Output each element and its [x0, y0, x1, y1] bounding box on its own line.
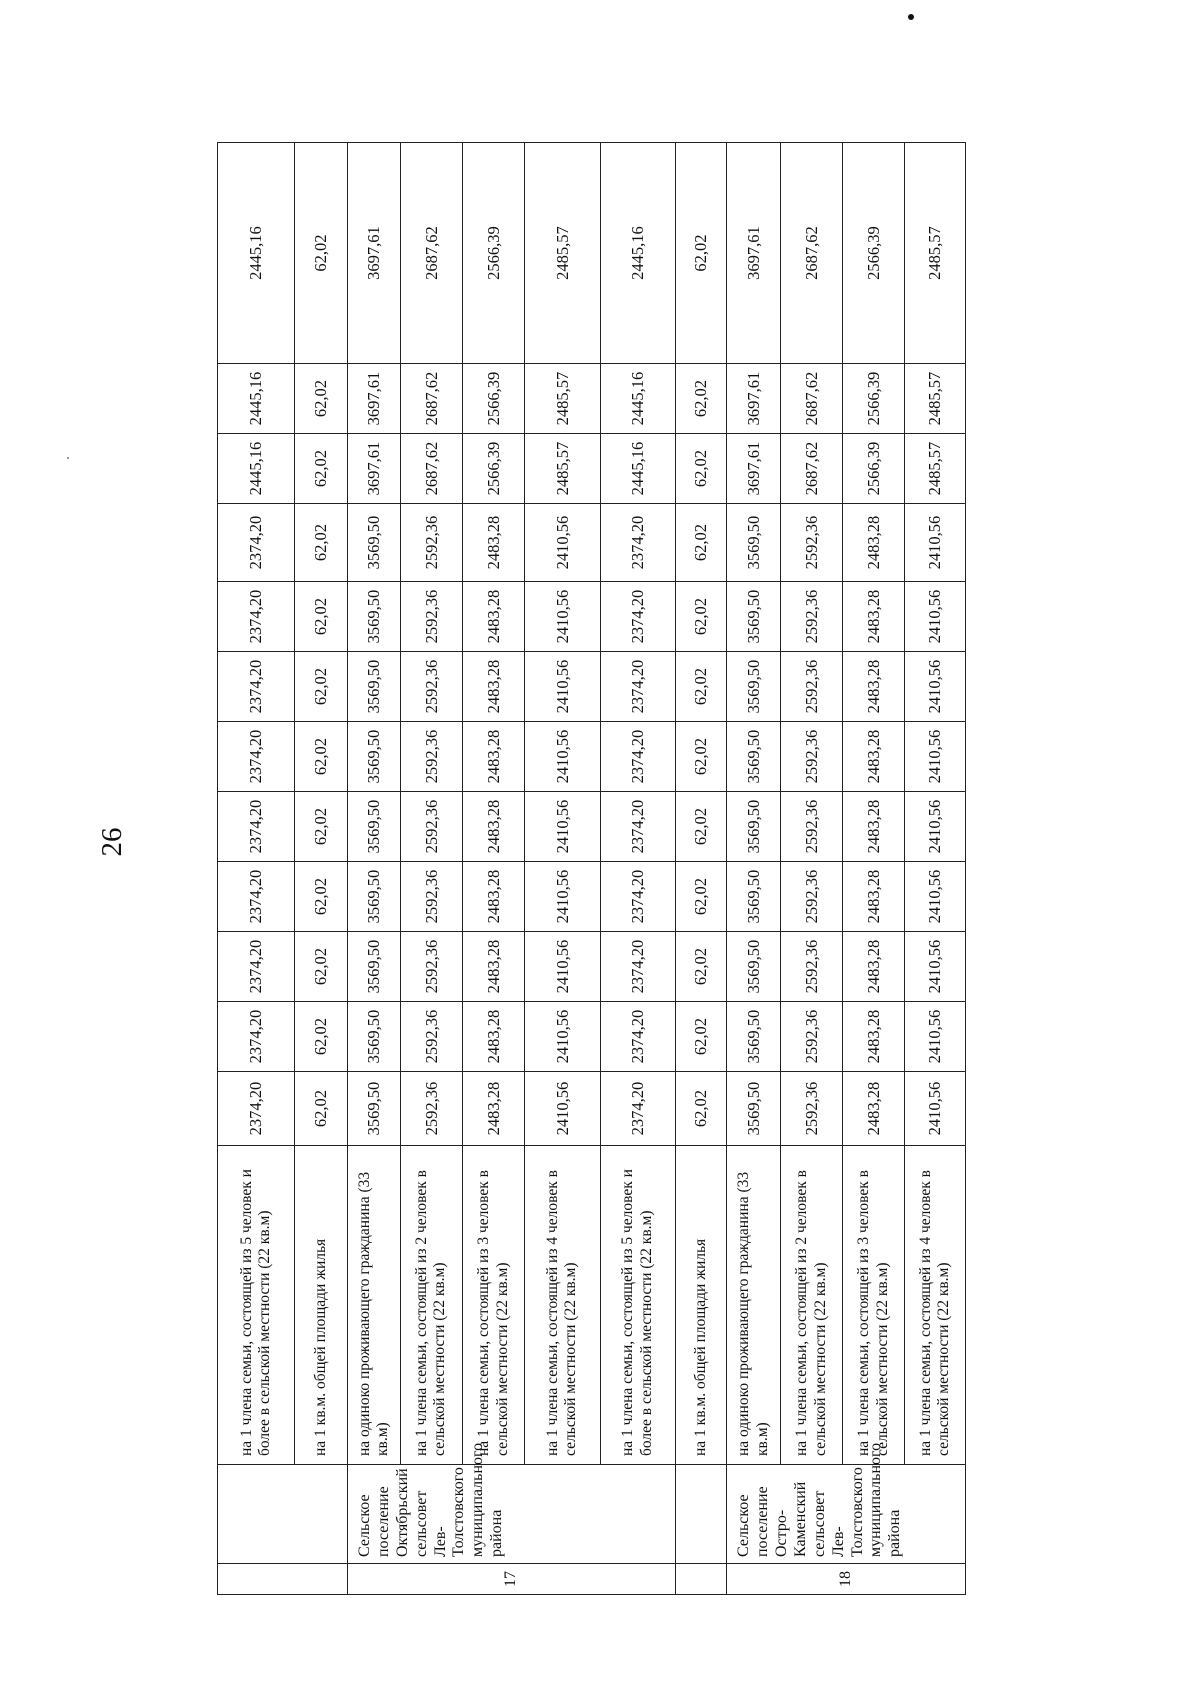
value-cell: 2374,20 — [218, 1002, 295, 1072]
table-row — [463, 143, 525, 1595]
value-cell: 2410,56 — [525, 582, 600, 652]
table-row — [400, 143, 462, 1595]
value-cell: 2592,36 — [400, 722, 462, 792]
value-cell: 2566,39 — [843, 434, 904, 504]
value-cell: 2592,36 — [400, 504, 462, 582]
norm-description-cell: на 1 члена семьи, состоящей из 3 человек в сельской местности (22 кв.м) — [843, 1146, 904, 1465]
value-cell: 3569,50 — [348, 652, 401, 722]
row-index-cell: 17 — [348, 1564, 676, 1595]
table-container — [217, 143, 966, 1595]
value-cell: 2374,20 — [600, 1072, 675, 1146]
value-cell: 2592,36 — [781, 862, 843, 932]
value-cell: 2374,20 — [600, 792, 675, 862]
value-cell: 3569,50 — [348, 862, 401, 932]
value-cell: 2410,56 — [904, 722, 965, 792]
value-cell: 3569,50 — [727, 1072, 781, 1146]
value-cell: 2374,20 — [218, 652, 295, 722]
value-cell: 3569,50 — [727, 504, 781, 582]
value-cell: 2445,16 — [600, 364, 675, 434]
value-cell: 2410,56 — [904, 652, 965, 722]
value-cell: 62,02 — [295, 143, 348, 364]
value-cell: 2566,39 — [843, 143, 904, 364]
value-cell: 2592,36 — [400, 932, 462, 1002]
value-cell: 3569,50 — [348, 792, 401, 862]
value-cell: 3697,61 — [727, 364, 781, 434]
value-cell: 2592,36 — [781, 504, 843, 582]
value-cell: 2410,56 — [525, 504, 600, 582]
value-cell: 62,02 — [295, 932, 348, 1002]
value-cell: 2374,20 — [218, 1072, 295, 1146]
row-index-cell — [675, 1564, 727, 1595]
value-cell: 2410,56 — [525, 792, 600, 862]
value-cell: 3569,50 — [727, 792, 781, 862]
value-cell: 62,02 — [675, 364, 727, 434]
norm-description-cell: на 1 члена семьи, состоящей из 5 человек и более в сельской местности (22 кв.м) — [600, 1146, 675, 1465]
value-cell: 2485,57 — [525, 434, 600, 504]
table-row — [348, 143, 401, 1595]
value-cell: 3569,50 — [348, 1072, 401, 1146]
value-cell: 2374,20 — [218, 932, 295, 1002]
value-cell: 2483,28 — [843, 582, 904, 652]
norm-description-cell: на 1 члена семьи, состоящей из 4 человек в сельской местности (22 кв.м) — [525, 1146, 600, 1465]
value-cell: 2410,56 — [525, 1002, 600, 1072]
value-cell: 3569,50 — [348, 932, 401, 1002]
value-cell: 62,02 — [675, 722, 727, 792]
value-cell: 3569,50 — [348, 582, 401, 652]
value-cell: 2485,57 — [525, 364, 600, 434]
value-cell: 2566,39 — [463, 143, 525, 364]
value-cell: 2687,62 — [781, 434, 843, 504]
norm-description-cell: на 1 кв.м. общей площади жилья — [295, 1146, 348, 1465]
value-cell: 2483,28 — [843, 932, 904, 1002]
value-cell: 2687,62 — [781, 143, 843, 364]
value-cell: 2374,20 — [218, 862, 295, 932]
value-cell: 62,02 — [295, 652, 348, 722]
value-cell: 2687,62 — [400, 364, 462, 434]
norm-description-cell: на одиноко проживающего гражданина (33 кв.м) — [348, 1146, 401, 1465]
table-row — [727, 143, 781, 1595]
value-cell: 2566,39 — [463, 364, 525, 434]
value-cell: 62,02 — [295, 862, 348, 932]
value-cell: 62,02 — [675, 434, 727, 504]
value-cell: 62,02 — [675, 932, 727, 1002]
value-cell: 2485,57 — [904, 364, 965, 434]
value-cell: 2445,16 — [600, 434, 675, 504]
value-cell: 62,02 — [675, 143, 727, 364]
value-cell: 3697,61 — [348, 434, 401, 504]
value-cell: 2410,56 — [525, 862, 600, 932]
norm-description-cell: на 1 члена семьи, состоящей из 2 человек в сельской местности (22 кв.м) — [400, 1146, 462, 1465]
norm-description-cell: на 1 члена семьи, состоящей из 5 человек и более в сельской местности (22 кв.м) — [218, 1146, 295, 1465]
value-cell: 62,02 — [295, 1072, 348, 1146]
value-cell: 2592,36 — [781, 582, 843, 652]
value-cell: 62,02 — [295, 504, 348, 582]
settlement-name-cell: Сельское поселение Остро-Каменский сельсовет Лев-Толстовского муниципального района — [727, 1465, 966, 1564]
value-cell: 2566,39 — [843, 364, 904, 434]
value-cell: 2374,20 — [600, 862, 675, 932]
table-row — [218, 143, 295, 1595]
value-cell: 2687,62 — [781, 364, 843, 434]
value-cell: 2592,36 — [400, 1072, 462, 1146]
settlement-name-cell — [675, 1465, 727, 1564]
value-cell: 2483,28 — [463, 504, 525, 582]
value-cell: 62,02 — [675, 862, 727, 932]
value-cell: 2483,28 — [463, 1072, 525, 1146]
scan-speck — [67, 457, 69, 459]
value-cell: 2410,56 — [904, 504, 965, 582]
value-cell: 2592,36 — [400, 582, 462, 652]
norm-description-cell: на 1 кв.м. общей площади жилья — [675, 1146, 727, 1465]
row-index-cell: 18 — [727, 1564, 966, 1595]
value-cell: 2483,28 — [463, 792, 525, 862]
value-cell: 2592,36 — [781, 792, 843, 862]
value-cell: 3697,61 — [348, 364, 401, 434]
table-row — [843, 143, 904, 1595]
value-cell: 2592,36 — [400, 652, 462, 722]
value-cell: 2485,57 — [525, 143, 600, 364]
value-cell: 3569,50 — [727, 582, 781, 652]
value-cell: 3569,50 — [727, 932, 781, 1002]
table-row — [295, 143, 348, 1595]
value-cell: 2410,56 — [904, 1002, 965, 1072]
value-cell: 2410,56 — [904, 862, 965, 932]
value-cell: 2483,28 — [463, 862, 525, 932]
value-cell: 2483,28 — [843, 504, 904, 582]
value-cell: 2592,36 — [400, 792, 462, 862]
value-cell: 2374,20 — [600, 652, 675, 722]
value-cell: 2592,36 — [400, 862, 462, 932]
row-index-cell — [218, 1564, 348, 1595]
table-row — [904, 143, 965, 1595]
value-cell: 2687,62 — [400, 143, 462, 364]
value-cell: 3569,50 — [348, 504, 401, 582]
value-cell: 62,02 — [295, 722, 348, 792]
value-cell: 2483,28 — [843, 652, 904, 722]
scan-dot — [908, 14, 914, 20]
value-cell: 2483,28 — [843, 722, 904, 792]
value-cell: 2410,56 — [525, 652, 600, 722]
value-cell: 3569,50 — [727, 722, 781, 792]
value-cell: 2483,28 — [463, 932, 525, 1002]
value-cell: 62,02 — [675, 582, 727, 652]
value-cell: 62,02 — [675, 1002, 727, 1072]
value-cell: 2374,20 — [218, 582, 295, 652]
page-number: 26 — [96, 827, 128, 857]
table-row — [600, 143, 675, 1595]
value-cell: 3569,50 — [348, 1002, 401, 1072]
value-cell: 3697,61 — [727, 434, 781, 504]
table-rotated-frame — [217, 143, 966, 1595]
value-cell: 2483,28 — [463, 722, 525, 792]
value-cell: 2592,36 — [781, 652, 843, 722]
value-cell: 3569,50 — [348, 722, 401, 792]
table-row — [525, 143, 600, 1595]
value-cell: 2592,36 — [400, 1002, 462, 1072]
value-cell: 2592,36 — [781, 1072, 843, 1146]
value-cell: 2445,16 — [218, 143, 295, 364]
value-cell: 2483,28 — [843, 1072, 904, 1146]
value-cell: 2410,56 — [525, 722, 600, 792]
value-cell: 2483,28 — [843, 792, 904, 862]
value-cell: 2374,20 — [600, 722, 675, 792]
settlement-name-cell: Сельское поселение Октябрьский сельсовет Лев-Толстовского муниципального района — [348, 1465, 676, 1564]
value-cell: 2410,56 — [904, 1072, 965, 1146]
value-cell: 62,02 — [675, 652, 727, 722]
value-cell: 2374,20 — [600, 1002, 675, 1072]
settlement-name-cell — [218, 1465, 348, 1564]
value-cell: 2485,57 — [904, 434, 965, 504]
value-cell: 2483,28 — [843, 1002, 904, 1072]
norm-description-cell: на 1 члена семьи, состоящей из 3 человек в сельской местности (22 кв.м) — [463, 1146, 525, 1465]
value-cell: 2592,36 — [781, 1002, 843, 1072]
value-cell: 2483,28 — [843, 862, 904, 932]
value-cell: 3569,50 — [727, 1002, 781, 1072]
table-row — [675, 143, 727, 1595]
value-cell: 62,02 — [295, 792, 348, 862]
value-cell: 2410,56 — [525, 1072, 600, 1146]
value-cell: 2410,56 — [904, 932, 965, 1002]
value-cell: 2445,16 — [218, 434, 295, 504]
value-cell: 2374,20 — [218, 722, 295, 792]
value-cell: 2374,20 — [218, 792, 295, 862]
value-cell: 2566,39 — [463, 434, 525, 504]
value-cell: 2592,36 — [781, 932, 843, 1002]
value-cell: 2374,20 — [600, 582, 675, 652]
value-cell: 2483,28 — [463, 1002, 525, 1072]
value-cell: 2687,62 — [400, 434, 462, 504]
value-cell: 2410,56 — [904, 792, 965, 862]
value-cell: 2592,36 — [781, 722, 843, 792]
value-cell: 2485,57 — [904, 143, 965, 364]
value-cell: 2445,16 — [218, 364, 295, 434]
value-cell: 62,02 — [295, 434, 348, 504]
tariff-table — [217, 142, 966, 1595]
norm-description-cell: на 1 члена семьи, состоящей из 4 человек в сельской местности (22 кв.м) — [904, 1146, 965, 1465]
value-cell: 3569,50 — [727, 652, 781, 722]
value-cell: 62,02 — [295, 1002, 348, 1072]
value-cell: 2374,20 — [600, 932, 675, 1002]
norm-description-cell: на 1 члена семьи, состоящей из 2 человек в сельской местности (22 кв.м) — [781, 1146, 843, 1465]
value-cell: 2483,28 — [463, 582, 525, 652]
value-cell: 62,02 — [675, 1072, 727, 1146]
value-cell: 3697,61 — [727, 143, 781, 364]
value-cell: 3569,50 — [727, 862, 781, 932]
value-cell: 2445,16 — [600, 143, 675, 364]
value-cell: 62,02 — [295, 582, 348, 652]
value-cell: 2410,56 — [904, 582, 965, 652]
value-cell: 2410,56 — [525, 932, 600, 1002]
value-cell: 2374,20 — [218, 504, 295, 582]
value-cell: 3697,61 — [348, 143, 401, 364]
value-cell: 62,02 — [295, 364, 348, 434]
value-cell: 2483,28 — [463, 652, 525, 722]
norm-description-cell: на одиноко проживающего гражданина (33 кв.м) — [727, 1146, 781, 1465]
value-cell: 62,02 — [675, 504, 727, 582]
value-cell: 2374,20 — [600, 504, 675, 582]
table-row — [781, 143, 843, 1595]
value-cell: 62,02 — [675, 792, 727, 862]
